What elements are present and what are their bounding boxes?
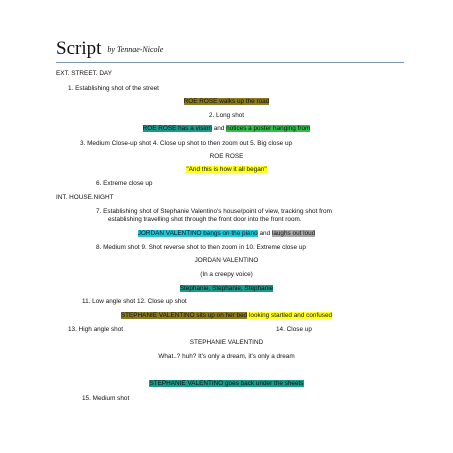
highlighted-action: looking startled and confused xyxy=(247,312,333,319)
shot-item: 1. Establishing shot of the street xyxy=(68,85,159,92)
shot-item: 6. Extreme close up xyxy=(96,180,153,187)
highlighted-action: JORDAN VALENTINO bangs on the piano xyxy=(137,230,258,237)
shot-item: 2. Long shot xyxy=(208,112,245,119)
character-name: ROE ROSE xyxy=(209,153,244,160)
highlighted-action: notices a poster hanging from xyxy=(226,125,311,132)
action-line xyxy=(0,230,453,238)
action-line xyxy=(0,98,453,106)
highlighted-action: laughs out loud xyxy=(271,230,316,237)
highlighted-action: ROE ROSE has a vision xyxy=(142,125,212,132)
action-line xyxy=(0,380,453,388)
highlighted-action: STEPHANIE VALENTINO goes back under the sheets xyxy=(149,380,304,387)
highlighted-action: STEPHANIE VALENTINO sits up on her bed xyxy=(120,312,248,319)
shot-item: 3. Medium Close-up shot 4. Close up shot to then zoom out 5. Big close up xyxy=(80,140,293,147)
dialogue-line xyxy=(0,166,453,174)
byline: by Tennae-Nicole xyxy=(107,45,164,54)
action-connector: and xyxy=(257,230,272,237)
dialogue-line xyxy=(0,285,453,293)
shot-item: 11. Low angle shot 12. Close up shot xyxy=(82,298,187,305)
dialogue-line: What..? huh? It's only a dream, it's only a dream xyxy=(158,353,295,360)
action-line xyxy=(0,312,453,320)
action-line xyxy=(0,125,453,133)
shot-item: 13. High angle shot xyxy=(68,326,124,333)
shot-item-continued: establishing travelling shot through the front door into the front room. xyxy=(108,216,302,223)
scene-heading: INT. HOUSE.NIGHT xyxy=(56,194,114,201)
shot-item: 7. Establishing shot of Stephanie Valentino's house/point of view, tracking shot from xyxy=(96,208,332,215)
shot-item: 8. Medium shot 9. Shot reverse shot to then zoom in 10. Extreme close up xyxy=(96,244,306,251)
character-name: STEPHANIE VALENTIND xyxy=(189,339,264,346)
action-connector: and xyxy=(211,125,227,132)
title-rule xyxy=(56,62,404,63)
highlighted-dialogue: "And this is how it all began" xyxy=(186,166,267,173)
shot-item: 14. Close up xyxy=(276,326,312,333)
title-text: Script xyxy=(56,38,102,59)
highlighted-dialogue: Stephanie, Stephanie, Stephanie xyxy=(179,285,274,292)
document-title xyxy=(56,38,163,60)
highlighted-action: ROE ROSE walks up the road xyxy=(183,98,270,105)
scene-heading: EXT. STREET. DAY xyxy=(56,70,112,77)
parenthetical: (In a creepy voice) xyxy=(200,271,253,278)
shot-item: 15. Medium shot xyxy=(82,395,130,402)
character-name: JORDAN VALENTINO xyxy=(194,257,259,264)
